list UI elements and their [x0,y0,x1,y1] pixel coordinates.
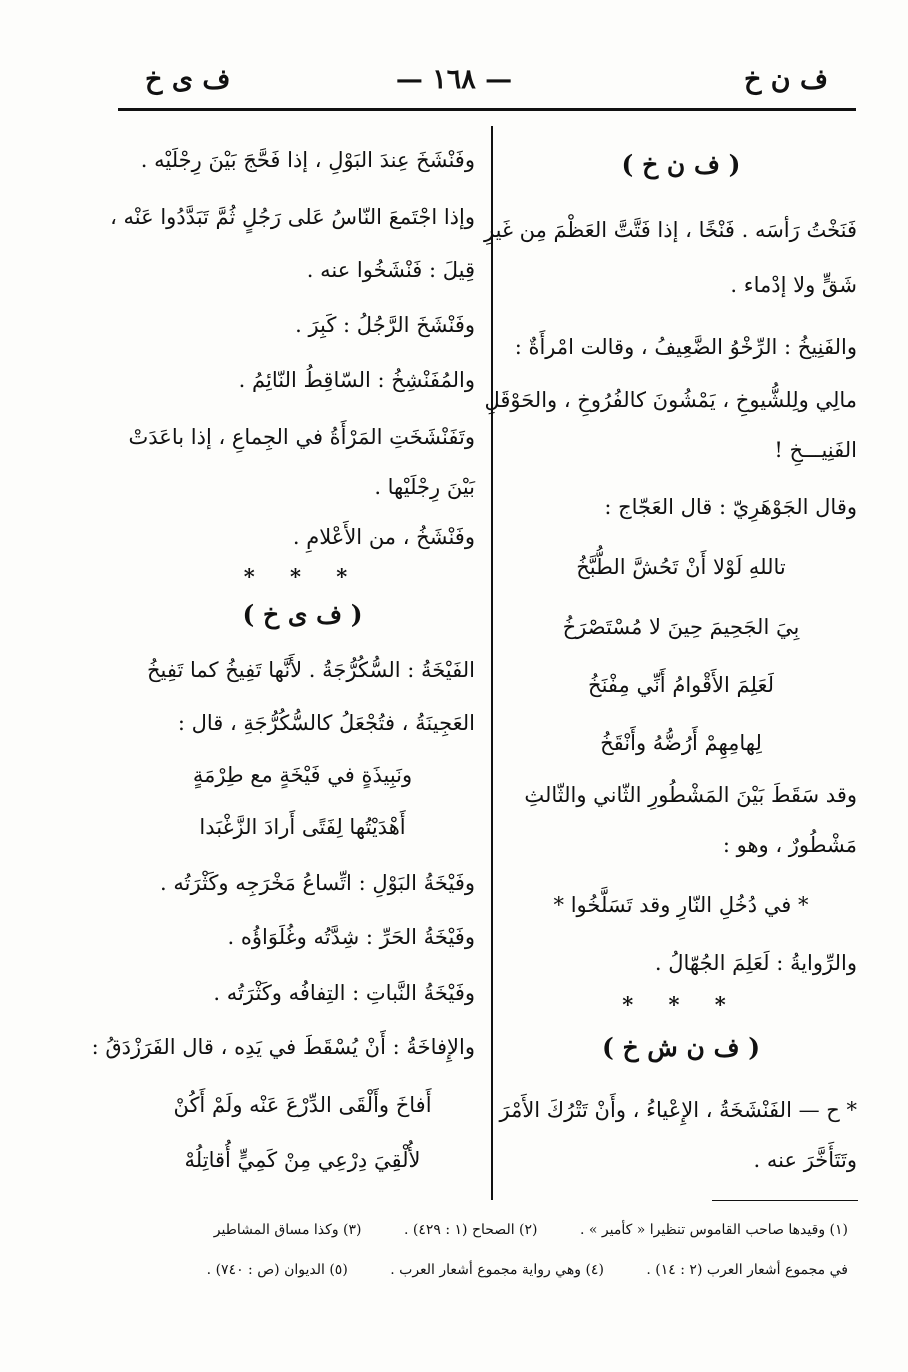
text-line: وفَيْخَةُ الحَرِّ : شِدَّتُه وغُلَوَاؤُه . [227,925,475,949]
text-line: قِيلَ : فَنْشَخُوا عنه . [306,258,475,282]
page-number: — ١٦٨ — [395,64,513,95]
text-line: مَشْطُورٌ ، وهو : [722,833,857,857]
text-line: وفَنْشَخَ عِندَ البَوْلِ ، إذا فَحَّجَ بَيْنَ رِجْلَيْه . [140,148,475,172]
text-line: وفَنْشَخُ ، من الأَعْلامِ . [292,525,475,549]
footnote: (٤) وهي رواية مجموع أشعار العرب . [390,1262,604,1278]
entry-heading: ( ف ى خ ) [242,600,363,629]
text-line: وتَفَنْشَخَتِ المَرْأَةُ في الجِماعِ ، إذا باعَدَتْ [128,425,475,449]
footnotes-line-2 [169,1262,848,1278]
column-divider [491,126,493,1200]
footnotes-line-1 [176,1222,848,1238]
header-rule [118,108,856,111]
section-separator: * * * [243,564,362,589]
text-line: الفَنِيـــخِ ! [774,438,857,462]
footnote: (١) وقيدها صاحب القاموس تنظيرا « كأمير » . [579,1222,848,1238]
text-line: بَيْنَ رِجْلَيْها . [374,475,475,499]
verse-line: ونَبِيذَةٍ في فَيْخَةٍ مع طِرْمَةٍ [192,763,413,787]
text-line: والفَنِيخُ : الرِّخْوُ الضَّعِيفُ ، وقالت امْرأَةٌ : [514,335,857,359]
text-line: الفَيْخَةُ : السُّكُرُّجَةُ . لأَنَّها تَفِيخُ كما تَفِيخُ [146,658,475,682]
verse-line: * في دُخُلِ النّارِ وقد تَسَلَّخُوا * [553,893,809,917]
entry-heading: ( ف ن ش خ ) [601,1033,761,1062]
verse-line: لِهامِهِمْ أَرُضُّهُ وأَنْقَخُ [600,731,762,755]
text-line: شَقٍّ ولا إدْماء . [730,273,857,297]
text-line: فَنَخْتُ رَأسَه . فَنْخًا ، إذا فَتَّتَّ العَظْمَ مِن غَيرِ [484,218,857,242]
text-line: وفَيْخَةُ النَّباتِ : التِفافُه وكَثْرَتُه . [213,981,475,1005]
verse-line: لَعَلِمَ الأَقْوامُ أَنِّي مِفْنَخُ [588,673,774,697]
footnote: (٢) الصحاح (١ : ٤٢٩) . [403,1222,538,1238]
verse-line: أَفاخَ وأَلْقَى الدِّرْعَ عَنْه ولَمْ أَكُنْ [173,1093,432,1117]
text-line: العَجِينَةُ ، فتُجْعَلُ كالسُّكُرُّجَةِ ، قال : [177,711,475,735]
verse-line: أَهْدَيْتُها لِفَتًى أَرادَ الزَّغْبَدا [199,815,406,839]
running-head-next-root: ف ى خ [145,64,231,95]
text-line: وفَيْخَةُ البَوْلِ : اتِّساعُ مَخْرَجِه وكَثْرَتُه . [160,871,475,895]
footnote: في مجموع أشعار العرب (٢ : ١٤) . [646,1262,848,1278]
text-line: والرِّوايةُ : لَعَلِمَ الجُهّالُ . [654,951,857,975]
verse-line: تاللهِ لَوْلا أَنْ تَحُشَّ الطُّبَّخُ [576,555,786,579]
entry-heading: ( ف ن خ ) [621,150,741,179]
verse-line: لأُلْقِيَ دِرْعِي مِنْ كَمِيٍّ أُقاتِلُهْ [184,1148,421,1172]
text-line: وإذا اجْتَمعَ النّاسُ عَلى رَجُلٍ ثُمَّ تَبَدَّدُوا عَنْه ، [110,205,475,229]
running-head-root: ف ن خ [743,64,828,95]
text-line: * ح — الفَنْشَخَةُ ، الإِعْياءُ ، وأَنْ تَتْرُكَ الأَمْرَ [499,1098,857,1122]
text-line: وقال الجَوْهَرِيّ : قال العَجّاج : [604,495,857,519]
footnote-rule [712,1200,858,1201]
text-line: وفَنْشَخَ الرَّجُلُ : كَبِرَ . [295,313,475,337]
footnote: (٥) الديوان (ص : ٧٤٠) . [206,1262,348,1278]
text-line: مالِي ولِلشُّيوخِ ، يَمْشُونَ كالفُرُوخِ ، والحَوْقَلِ [484,388,857,412]
text-line: وتَتَأَخَّرَ عنه . [753,1148,857,1172]
text-line: والمُفَنْشِخُ : السّاقِطُ النّائِمُ . [238,368,475,392]
text-line: وقد سَقَطَ بَيْنَ المَشْطُورِ الثّاني والثّالثِ [524,783,857,807]
text-line: والإِفاخَةُ : أَنْ يُسْقَطَ في يَدِه ، قال الفَرَزْدَقُ : [91,1035,475,1059]
verse-line: بِيَ الجَحِيمَ حِينَ لا مُسْتَصْرَخُ [562,615,800,639]
section-separator: * * * [622,992,740,1017]
footnote: (٣) وكذا مساق المشاطير [213,1222,362,1238]
